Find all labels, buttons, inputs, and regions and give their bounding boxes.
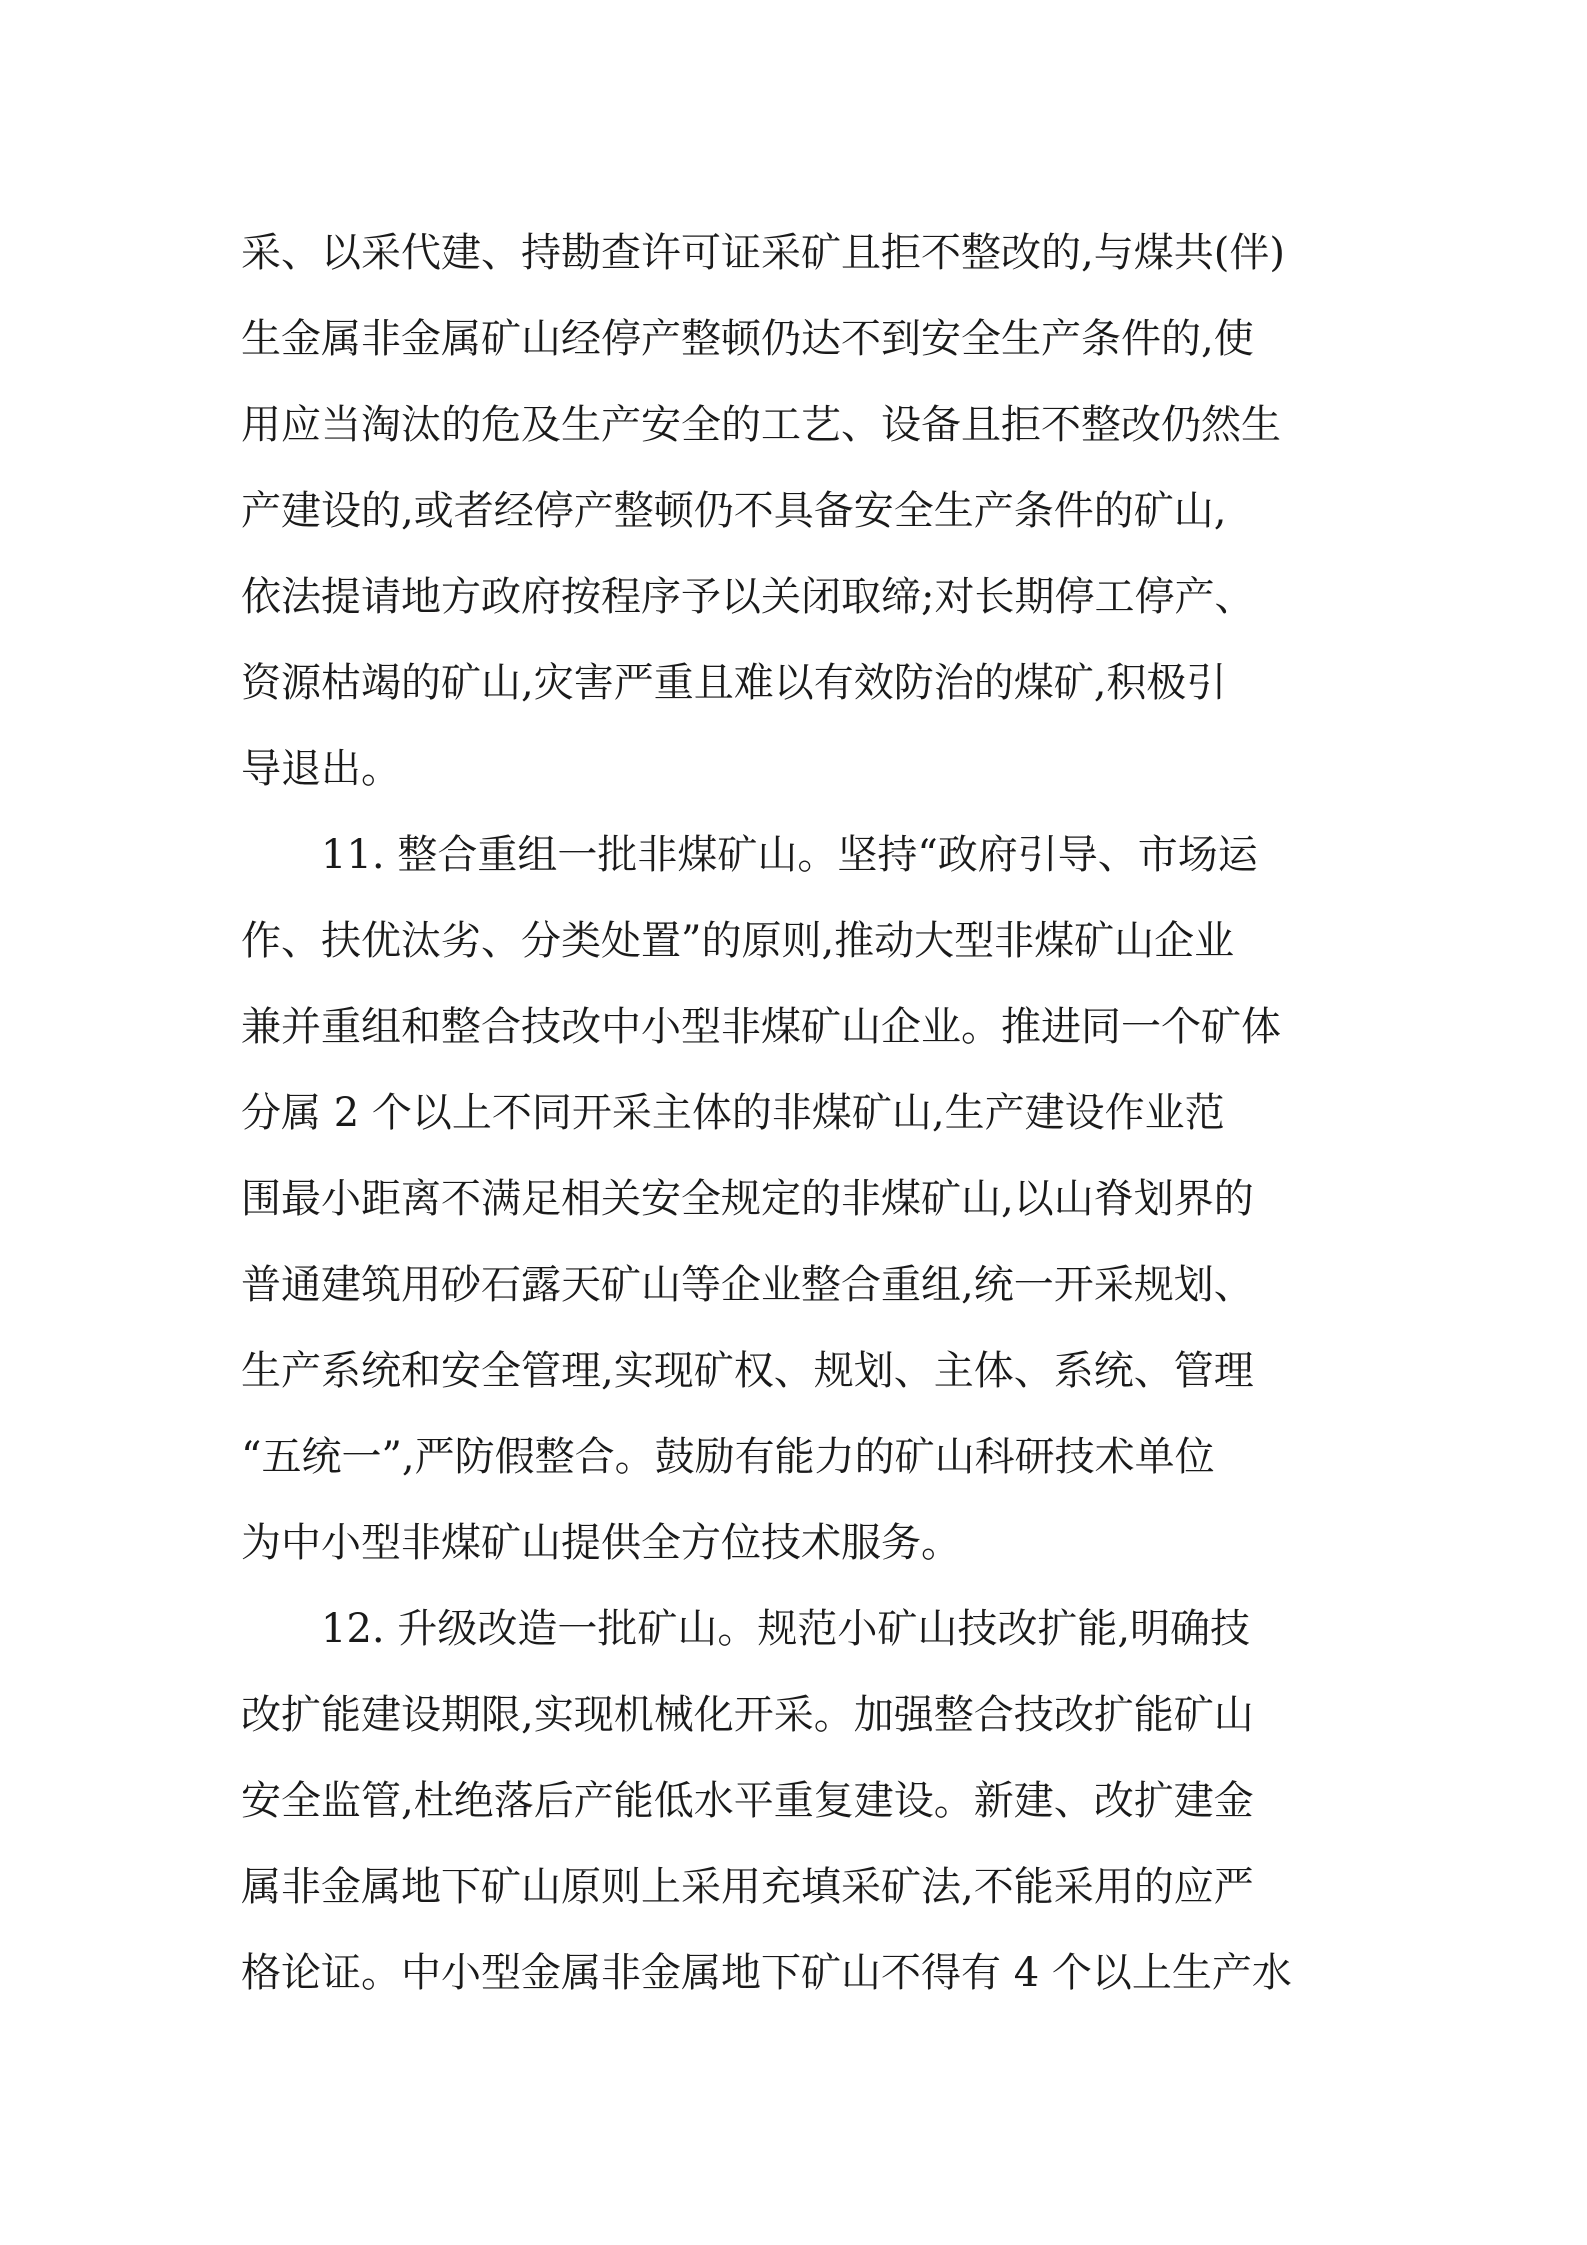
text-line: 生金属非金属矿山经停产整顿仍达不到安全生产条件的,使	[241, 316, 1254, 362]
text-line: 用应当淘汰的危及生产安全的工艺、设备且拒不整改仍然生	[241, 402, 1281, 448]
text-line: 11. 整合重组一批非煤矿山。坚持“政府引导、市场运	[321, 832, 1258, 878]
text-line: 依法提请地方政府按程序予以关闭取缔;对长期停工停产、	[241, 574, 1255, 620]
text-line: 采、以采代建、持勘查许可证采矿且拒不整改的,与煤共(伴)	[241, 230, 1285, 276]
text-line: 12. 升级改造一批矿山。规范小矿山技改扩能,明确技	[321, 1606, 1251, 1652]
text-line: 改扩能建设期限,实现机械化开采。加强整合技改扩能矿山	[241, 1692, 1254, 1738]
text-line: 产建设的,或者经停产整顿仍不具备安全生产条件的矿山,	[241, 488, 1227, 534]
text-line: 属非金属地下矿山原则上采用充填采矿法,不能采用的应严	[241, 1864, 1254, 1910]
text-line: 导退出。	[241, 746, 401, 792]
paragraph-continued	[241, 210, 1351, 812]
text-line: “五统一”,严防假整合。鼓励有能力的矿山科研技术单位	[241, 1434, 1215, 1480]
text-line: 安全监管,杜绝落后产能低水平重复建设。新建、改扩建金	[241, 1778, 1254, 1824]
text-line: 分属 2 个以上不同开采主体的非煤矿山,生产建设作业范	[241, 1090, 1225, 1136]
text-line: 格论证。中小型金属非金属地下矿山不得有 4 个以上生产水	[241, 1950, 1292, 1996]
paragraph-11	[241, 812, 1351, 1586]
body-text	[241, 210, 1351, 2016]
text-line: 生产系统和安全管理,实现矿权、规划、主体、系统、管理	[241, 1348, 1254, 1394]
text-line: 兼并重组和整合技改中小型非煤矿山企业。推进同一个矿体	[241, 1004, 1281, 1050]
text-line: 为中小型非煤矿山提供全方位技术服务。	[241, 1520, 961, 1566]
paragraph-12	[241, 1586, 1351, 2016]
text-line: 资源枯竭的矿山,灾害严重且难以有效防治的煤矿,积极引	[241, 660, 1227, 706]
text-line: 作、扶优汰劣、分类处置”的原则,推动大型非煤矿山企业	[241, 918, 1235, 964]
text-line: 围最小距离不满足相关安全规定的非煤矿山,以山脊划界的	[241, 1176, 1254, 1222]
text-line: 普通建筑用砂石露天矿山等企业整合重组,统一开采规划、	[241, 1262, 1254, 1308]
